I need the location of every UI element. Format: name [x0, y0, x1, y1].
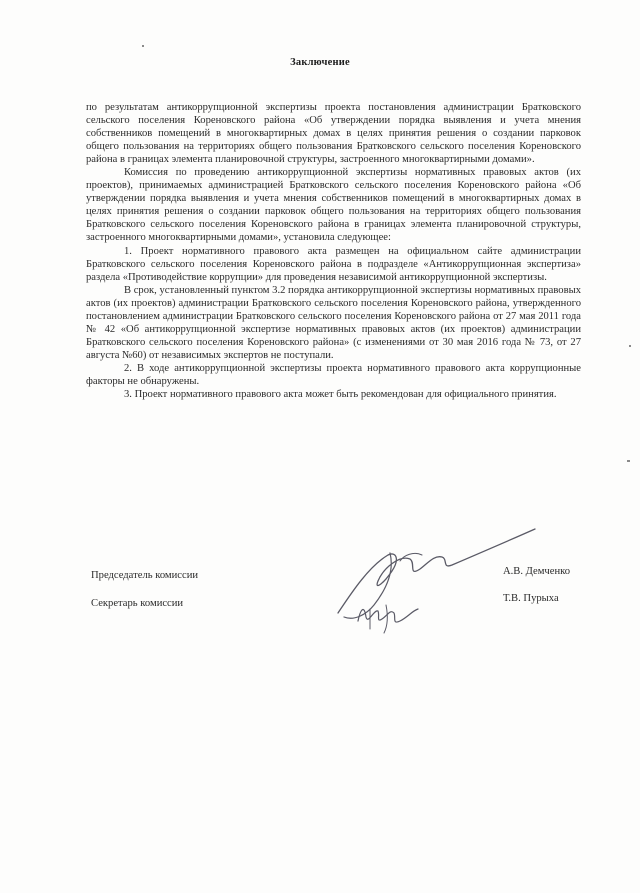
document-title: Заключение	[290, 57, 350, 68]
secretary-title: Секретарь комиссии	[91, 598, 184, 609]
handwritten-signature-icon	[330, 525, 540, 635]
paragraph-subject: по результатам антикоррупционной экспертизы проекта постановления администрации Братковского сельского поселения Кореновского района «Об утверждении порядка выявления и учета мнения собственников помещений в многоквартирных домах в целях принятия решения о создании парковок общего пользования на территориях общего пользования Братковского сельского поселения Кореновского района в границах элемента планировочной структуры, застроенного многоквартирными домами».	[86, 102, 581, 166]
paragraph-point-1: 1. Проект нормативного правового акта размещен на официальном сайте администрации Братковского сельского поселения Кореновского района в подразделе «Антикоррупционная экспертиза» раздела «Противодействие коррупции» для проведения независимой антикоррупционной экспертизы.	[86, 245, 581, 283]
scan-speck	[627, 460, 630, 462]
chair-name: А.В. Демченко	[503, 566, 571, 577]
paragraph-term: В срок, установленный пунктом 3.2 порядка антикоррупционной экспертизы нормативных правовых актов (их проектов) администрации Братковского сельского поселения Кореновского района, утвержденного постановлением администрации Братковского сельского поселения Кореновского района от 27 мая 2011 года № 42 «Об антикоррупционной экспертизе нормативных правовых актов (их проектов) администрации Братковского сельского поселения Кореновского района» (с изменениями от 30 мая 2016 года № 73, от 27 августа №60) от независимых экспертов не поступали.	[86, 284, 581, 361]
paragraph-commission: Комиссия по проведению антикоррупционной экспертизы нормативных правовых актов (их проектов), принимаемых администрацией Братковского сельского поселения Кореновского района «Об утверждении порядка выявления и учета мнения собственников помещений в многоквартирных домах в целях принятия решения о создании парковок общего пользования на территориях общего пользования Братковского сельского поселения Кореновского района в границах элемента планировочной структуры, застроенного многоквартирными домами», установила следующее:	[86, 167, 581, 244]
document-body	[86, 101, 581, 401]
scan-speck	[629, 345, 631, 347]
secretary-name: Т.В. Пурыха	[503, 593, 559, 604]
paragraph-point-2: 2. В ходе антикоррупционной экспертизы проекта нормативного правового акта коррупционные факторы не обнаружены.	[86, 362, 581, 387]
chair-title: Председатель комиссии	[91, 570, 199, 581]
scan-speck	[142, 45, 144, 47]
paragraph-point-3: 3. Проект нормативного правового акта может быть рекомендован для официального принятия.	[124, 389, 557, 401]
